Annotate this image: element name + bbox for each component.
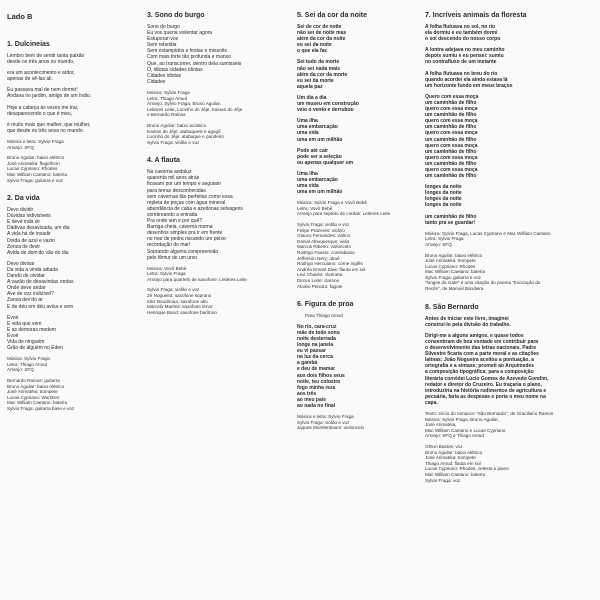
credits (147, 287, 285, 315)
credit-line: Letra: Sylvio Fraga (425, 236, 464, 242)
verse-line: repleta de poças com água mineral (147, 199, 226, 206)
verse (425, 47, 575, 65)
credit-line: Henrique Band: saxofone barítono (147, 309, 217, 315)
verse-line: quero com essa moça (425, 106, 478, 113)
dedication: Para Thiago Amud (305, 313, 343, 319)
verse-line: Pra onde iam e por quê? (147, 218, 203, 225)
column-4 (425, 12, 575, 495)
verse-line: Sono do burgo (147, 24, 180, 30)
verse-line: era um acontecimento e ardor, (7, 70, 75, 77)
verse-line: ela dormiu e eu também dormi (425, 30, 498, 37)
credit-line: Mac William Caetano: bateria (7, 400, 67, 406)
song-title: 5. Sei da cor da noite (297, 12, 368, 19)
verse-line: que desde os três anos no mundo. (7, 127, 84, 134)
verse-line: Uma ilha (297, 118, 318, 125)
verse-line: a composição tipográfica; para a composição (425, 369, 534, 376)
verse-line: Devo divisar (7, 260, 35, 267)
verse-line: literária convidei Lúcio Gomes de Azevedo Gondim, (425, 375, 549, 382)
verse-line: para terras desconhecidas (147, 187, 206, 194)
credit-line: Jefferson Nery: oboé (297, 255, 340, 261)
column-2 (147, 12, 285, 327)
verse (425, 71, 575, 89)
verse-line: aos dois filhos seus (297, 372, 345, 379)
verse-line: Eu passava mal de nem dormir! (7, 87, 78, 94)
credit-line: Letra: Sylvio Fraga (147, 271, 186, 277)
verse-line: eu sei da noite (297, 42, 332, 49)
verse-line: fogo minha reza (297, 384, 336, 391)
verse-line: um caminhão de filho (425, 160, 477, 167)
verse-line: um caminhão de filho (425, 173, 477, 180)
credit-line: Sylvio Fraga: violão e voz (297, 222, 350, 228)
credit-line: Sylvio Fraga: violão e voz (297, 419, 350, 425)
verse-line: capa. (425, 399, 438, 406)
column-3 (297, 12, 435, 443)
verse-line: uma embarcação (297, 176, 338, 183)
credits (7, 139, 145, 150)
verse-line: A vazão de desavindas ondas (7, 279, 74, 286)
credit-line: "longes da noite" é uma citação do poema "Evocação do (425, 280, 541, 286)
credit-line: Música: Sylvio Fraga e Vovô Bebê (297, 200, 367, 206)
verse-line: Estuporar-vos (147, 36, 179, 43)
verse-line: um caminhão de filho (425, 213, 477, 220)
verse-line: depois sumiu e eu pensei: sumiu (425, 53, 504, 60)
verse-line: Ávida de dom'do vão do dia (7, 249, 69, 256)
verse (425, 184, 575, 208)
credit-line: José Arimatéia: trompete (425, 455, 476, 461)
verse (7, 87, 145, 99)
verse-line: aquela paz (297, 83, 323, 90)
credit-line: Arranjo: SFQ (7, 367, 34, 373)
verse-line: uma vida (297, 130, 319, 137)
verse-line: recordação do mar! (147, 242, 191, 249)
verse-line: latinas; João Nogueira aceitou a pontuação, a (425, 357, 534, 364)
credit-line: Lucas Cypriano: Rhodes, celesta e piano (425, 466, 509, 472)
verse-line: Silvestre ficaria com a parte moral e as citações (425, 351, 539, 358)
verse-line: redator e diretor do Cruzeiro. Eu traçaria o plano, (425, 381, 542, 388)
credit-line: Arranjo: Sylvio Fraga, Bruno Aguilar, (147, 101, 222, 107)
verse-line: longe na janela (297, 342, 334, 349)
song-title: 2. Da vida (7, 195, 40, 203)
credit-line: Letra: Thiago Amud (7, 361, 48, 367)
verse-line: Eu vos queria violentar agora (147, 30, 213, 37)
credit-line: Música: Vovô Bebê (147, 265, 187, 271)
verse-line: uma em um milhão (297, 189, 343, 196)
song-section (425, 12, 575, 292)
credit-line: José Arimatéia: trompete (7, 389, 58, 395)
credit-line: Bruno Aguilar: baixo acústico (147, 122, 207, 128)
verse (297, 59, 435, 89)
credit-line: Arranjo: SFQ (425, 241, 452, 247)
verse (7, 315, 145, 352)
verse-line: além da cor da noite (297, 36, 346, 43)
verse-line: no contrafluxo de um instante (425, 59, 497, 66)
verse-line: apenas de vê-las ali. (7, 76, 53, 83)
verse (425, 94, 575, 179)
verse-line: uma em um milhão (297, 136, 343, 143)
credits (425, 231, 575, 248)
credit-line: Sylvio Fraga: violão e voz (147, 287, 200, 293)
credit-line: Arranjo para quarteto de saxofone: Letieres Leite (147, 276, 247, 282)
credit-line: Kainan do Jêje: atabaquest e agogô (147, 128, 221, 134)
verse-line: abundância de caba e azeitonas selvagens (147, 205, 243, 212)
verse-line: Uma ilha (297, 170, 318, 177)
verse (425, 316, 575, 328)
verse-line: mãe de todo sono (297, 329, 340, 336)
credit-line: Música: Sylvio Fraga, Bruno Aguilar, (425, 416, 499, 422)
verse-line: longes da noite (425, 184, 462, 191)
verse-line: Da vida a vinda adiada (7, 266, 58, 273)
verse (7, 105, 145, 117)
credits (147, 90, 285, 118)
verse-line: uma vida (297, 183, 319, 190)
verse-line: É vida que vem (7, 320, 42, 327)
verse-line: Com mais forte tão profunda e manso (147, 54, 231, 61)
credits (425, 411, 575, 439)
verse-line: Dando de olvidar (7, 273, 45, 280)
song-title: 4. A flauta (147, 157, 180, 165)
verse-line: Doida de azul e vazio (7, 237, 55, 244)
verse-line: e deu de mamar (297, 366, 336, 373)
verse (7, 261, 145, 310)
credit-line: Arranjo: SFQ e Thiago Amud (425, 433, 484, 439)
verse-line: Dúvidas indivisíveis (7, 213, 51, 220)
verse (425, 24, 575, 42)
verse-line: E de déu em déu avisa e vem (7, 303, 74, 310)
verse-line: Dirigi-me a alguns amigos, e quase todos (425, 332, 524, 339)
credit-line: Mac William Caetano e Lucas Cypriano (425, 427, 506, 433)
credit-line: Sylvio Fraga: voz (425, 477, 461, 483)
verse (297, 171, 435, 195)
verse-line: Evoé (7, 332, 19, 339)
credit-line: Bruno Aguilar: baixo elétrico (425, 252, 483, 258)
verse (7, 53, 145, 65)
side-label: Lado B (7, 12, 33, 21)
credit-line: Sylvio Fraga: guitarra e voz (7, 177, 63, 183)
verse-line: Zanza dev'do ar (7, 297, 43, 304)
verse-line: desaparecendo o que é meu, (7, 110, 73, 117)
verse (7, 70, 145, 82)
verse-line: o sol descendo do nosso corpo (425, 36, 501, 43)
verse-line: quero com essa moça (425, 166, 478, 173)
verse-line: ortografia e a sintaxe; prometi ao Arquimedes (425, 363, 535, 370)
song-title: 6. Figura de proa (297, 301, 354, 309)
credits (425, 444, 575, 483)
verse-line: Soprando alguma compreensão (147, 248, 219, 255)
verse-line: Sem estampidos e festas e missoês (147, 48, 228, 55)
verse-line: Lembro bem de sentir tanta paixão (7, 53, 85, 59)
verse-line: quero com essa moça (425, 130, 478, 137)
credit-line: e Bernardo Ramos (147, 112, 186, 118)
credit-line: Letra: Vovô Bebê (297, 205, 333, 211)
credit-line: Música: Sylvio Fraga (7, 356, 50, 362)
verse-line: no mar de pedra riscando um peixe: (147, 236, 228, 243)
verse-line: o que ela faz (297, 48, 328, 55)
credits (147, 123, 285, 145)
verse-line: Na caverna andaluz (147, 169, 192, 176)
verse-line: pecuária, faria as despesas e poria o meu nome na (425, 393, 546, 400)
verse-line: Dádivas desavisada, um dia (7, 225, 70, 232)
credit-line: Bernardo Ramos: guitarra (7, 377, 60, 383)
verse-line: não sei de noite mas (297, 30, 347, 37)
verse-line: Ave de voz indizível? (7, 291, 54, 298)
credit-line: Glauco Fernandes: violino (297, 233, 351, 239)
credit-line: Lucas Cypriano: Rhodes (7, 166, 58, 172)
verse-line: longes da noite (425, 196, 462, 203)
verse-line: construí-lo pela divisão do trabalho. (425, 321, 511, 328)
verse-line: A folha flutuava no breu do rio (425, 70, 498, 77)
verse-line: eu sei da morte (297, 77, 334, 84)
song-title: 7. Incríveis animais da floresta (425, 12, 527, 19)
verse-line: Sei tudo da morte (297, 59, 340, 66)
verse-line: Quero com essa moça (425, 93, 479, 100)
credit-line: Sylvio Fraga: guitarra e voz (425, 274, 481, 280)
verse-line: quero com essa moça (425, 142, 478, 149)
credit-line: Letra: Thiago Amud (147, 95, 188, 101)
verse-line: um caminhão de filho (425, 112, 477, 119)
credit-line: Othon Bastos: voz (425, 443, 463, 449)
credit-line: Música e letra: Sylvio Fraga (297, 414, 354, 420)
verse-line: longes da noite (425, 202, 462, 209)
verse-line: E deve inda vir (7, 219, 41, 226)
credits (297, 200, 435, 217)
verse-line: quero com essa moça (425, 154, 478, 161)
verse-line: sombreando a entrada (147, 211, 198, 218)
credit-line: Mac William Caetano: bateria (425, 471, 485, 477)
credit-line: Aloisio Peixoto: fagote (297, 283, 343, 289)
verse-line: Pode até cair (297, 147, 329, 154)
credit-line: Zé Nogueira: saxofone soprano (147, 293, 212, 299)
verse-line: Onde deve andar (7, 285, 46, 292)
credit-line: Daniel Albuquerque: viola (297, 238, 350, 244)
verse-line: longes da noite (425, 190, 462, 197)
verse-line: Que, ao transcorrer, dentro dela sumisseis (147, 60, 242, 67)
verse (297, 95, 435, 113)
verse (7, 122, 145, 134)
verse-line: quando acordei ela ainda estava lá (425, 76, 508, 83)
verse-line: Cidades idiotas (147, 72, 182, 79)
verse-line: A vida há de invadir (7, 231, 51, 238)
credit-line: Marcelo Martins: saxofone tenor (147, 304, 213, 310)
credits (7, 155, 145, 183)
credit-line: Música: Sylvio Fraga (147, 89, 190, 95)
verse-line: eu vi passar (297, 348, 326, 355)
credit-line: Levi Chavès: clarineta (297, 272, 343, 278)
verse (297, 324, 435, 409)
verse-line: um caminhão de filho (425, 99, 477, 106)
verse-line: desde os três anos no mundo, (7, 59, 75, 66)
verse-line: E as demoras medem (7, 326, 56, 333)
verse-line: pelo fêmur de um urso (147, 254, 198, 261)
verse (147, 169, 285, 260)
credit-line: Recife", de Manuel Bandeira (425, 286, 484, 292)
credits (7, 356, 145, 373)
column-1 (7, 12, 145, 424)
song-section (147, 12, 285, 145)
credit-line: José Arimatéia: flugelhorn (7, 160, 60, 166)
verse-line: A lontra adejava no meu caminho (425, 47, 505, 54)
verse-line: além da cor da morte (297, 71, 348, 78)
credit-line: José Arimatéia: trompete (425, 258, 476, 264)
verse (425, 214, 575, 226)
song-title: 1. Dulcineias (7, 41, 50, 48)
song-section (147, 157, 285, 315)
verse (297, 118, 435, 142)
credit-line: Mac William Caetano: bateria (425, 269, 485, 275)
credit-line: Sylvio Fraga: violão e voz (147, 139, 200, 145)
credit-line: Jaques Morelenbaum: violoncelo (297, 425, 365, 431)
verse-line: quero com essa moça (425, 118, 478, 125)
verse-line: Hoje a cabeça às vezes me trai, (7, 104, 79, 111)
verse-line: a gambá (297, 360, 318, 367)
song-title: 3. Sono do burgo (147, 12, 205, 19)
credit-line: Bruno Aguilar: baixo elétrico (7, 155, 65, 161)
verse-line: No rio, cara-cruz (297, 323, 337, 330)
credit-line: Rodrigo Herculano: corne inglês (297, 261, 363, 267)
credit-line: Lucas Cypriano: Wurlitzer (7, 394, 60, 400)
verse-line: ao meu pais (297, 396, 326, 403)
credit-line: Lucinho do Jêje: atabaque e pandeiro (147, 134, 224, 140)
verse-line: desenhos simples pra ir em frente (147, 230, 223, 237)
verse-line: Evoé (7, 314, 19, 321)
verse-line: Andava no jardim, amigo de um índio. (7, 93, 92, 100)
verse-line: um caminhão de filho (425, 136, 477, 143)
verse-line: quarenta mil anos atrás (147, 175, 200, 182)
verse-line: Devo dividir (7, 207, 34, 214)
credit-line: Felipe Prazeres: violino (297, 227, 345, 233)
verse-line: na luz da cerca (297, 354, 333, 361)
verse-line: veio o vento e derrubou (297, 107, 354, 114)
verse-line: um museu em construção (297, 101, 359, 108)
credit-line: Andréa Ernest Dias: flauta em sol (297, 266, 366, 272)
credit-line: Lucas Cypriano: Rhodes (425, 263, 476, 269)
verse-line: um caminhão de filho (425, 124, 477, 131)
verse-line: Antes de iniciar este livro, imaginei (425, 315, 509, 322)
verse-line: ficavam por um tempo e seguiam (147, 181, 221, 188)
verse-line: introduziria na história rudimentos de agricultura e (425, 387, 547, 394)
credit-line: Mac William Caetano: bateria (7, 171, 67, 177)
credits (425, 253, 575, 292)
verse-line: Um dia a dia (297, 94, 327, 101)
verse-line: noite desterrada (297, 335, 336, 342)
credit-line: Música: Sylvio Fraga, Lucas Cypriano e Mac William Caetano (425, 230, 551, 236)
verse-line: aos três (297, 390, 317, 397)
verse (297, 24, 435, 54)
verse-line: ou apenas qualquer um (297, 159, 354, 166)
credit-line: Dirceu Leite: clarone (297, 277, 340, 283)
credit-line: Arranjo: SFQ (7, 144, 34, 150)
verse-line: não sei nada mais (297, 65, 341, 72)
verse (7, 207, 145, 256)
credit-line: José Arimatéia, (425, 422, 457, 428)
song-section (7, 195, 145, 411)
song-section (7, 41, 145, 183)
credit-line: Idriz Boudrioua: saxofone alto (147, 298, 208, 304)
verse-line: sem cavernas tão perfeitas como essa (147, 193, 233, 200)
verse-line: tanto pra se guardar! (425, 219, 476, 226)
verse-line: é muito mais que mulher, que mulher, (7, 121, 91, 128)
verse-line: ao nada no final (297, 402, 336, 409)
credit-line: Sylvio Fraga: guitarra base e voz (7, 405, 75, 411)
verse-line: Grão de alguém no Éden (7, 345, 63, 352)
verse-line: Barriga cheia, caverna morna (147, 224, 213, 231)
song-section (425, 304, 575, 483)
song-section (297, 12, 435, 289)
credit-line: Música e letra: Sylvio Fraga (7, 138, 64, 144)
verse-line: A folha flutuava no sol, no rio (425, 24, 496, 30)
verse-line: Ó, idiotas cidades idiotas (147, 66, 203, 73)
verse-line: Zonza de devir (7, 243, 41, 250)
credit-line: Bruno Aguilar: baixo elétrico (7, 383, 65, 389)
verse-line: um caminhão de filho (425, 148, 477, 155)
credit-line: Rodrigo Fausto: contrabaixo (297, 250, 355, 255)
verse-line: o desenvolvimento das letras nacionais. Padre (425, 345, 537, 352)
credits (147, 266, 285, 283)
verse (425, 333, 575, 406)
credits (297, 414, 435, 431)
verse-line: pode ser a seleção (297, 153, 342, 160)
verse-line: Sei de cor de noite (297, 24, 342, 30)
verse-line: noite, teu colostro (297, 378, 341, 385)
verse-line: consentiram de boa vontade em contribuir para (425, 338, 539, 345)
credit-line: Thiago Amud: flauta em sol (425, 460, 481, 466)
verse-line: um horizonte fundo em meus braços (425, 82, 513, 89)
verse-line: Cidades (147, 78, 166, 85)
verse-line: uma embarcação (297, 124, 338, 131)
song-title: 8. São Bernardo (425, 303, 479, 311)
credit-line: Texto: início do romance "São Bernardo", de Graciliano Ramos (425, 410, 554, 416)
credit-line: Bruno Aguilar: baixo elétrico (425, 449, 483, 455)
credits (7, 378, 145, 412)
song-section (297, 301, 435, 431)
verse (297, 148, 435, 166)
verse-line: Vida de ninguém (7, 338, 45, 345)
credits (297, 222, 435, 289)
verse-line: Sem rebeldia (147, 42, 177, 49)
credit-line: Marcus Ribeiro: violoncelo (297, 244, 351, 250)
verse (147, 24, 285, 85)
credit-line: Arranjo para septeto de cordas: Letieres Leite (297, 211, 391, 217)
credit-line: Letieres Leite, Lucinho do Jêje, Kainan do Jêje (147, 106, 243, 112)
